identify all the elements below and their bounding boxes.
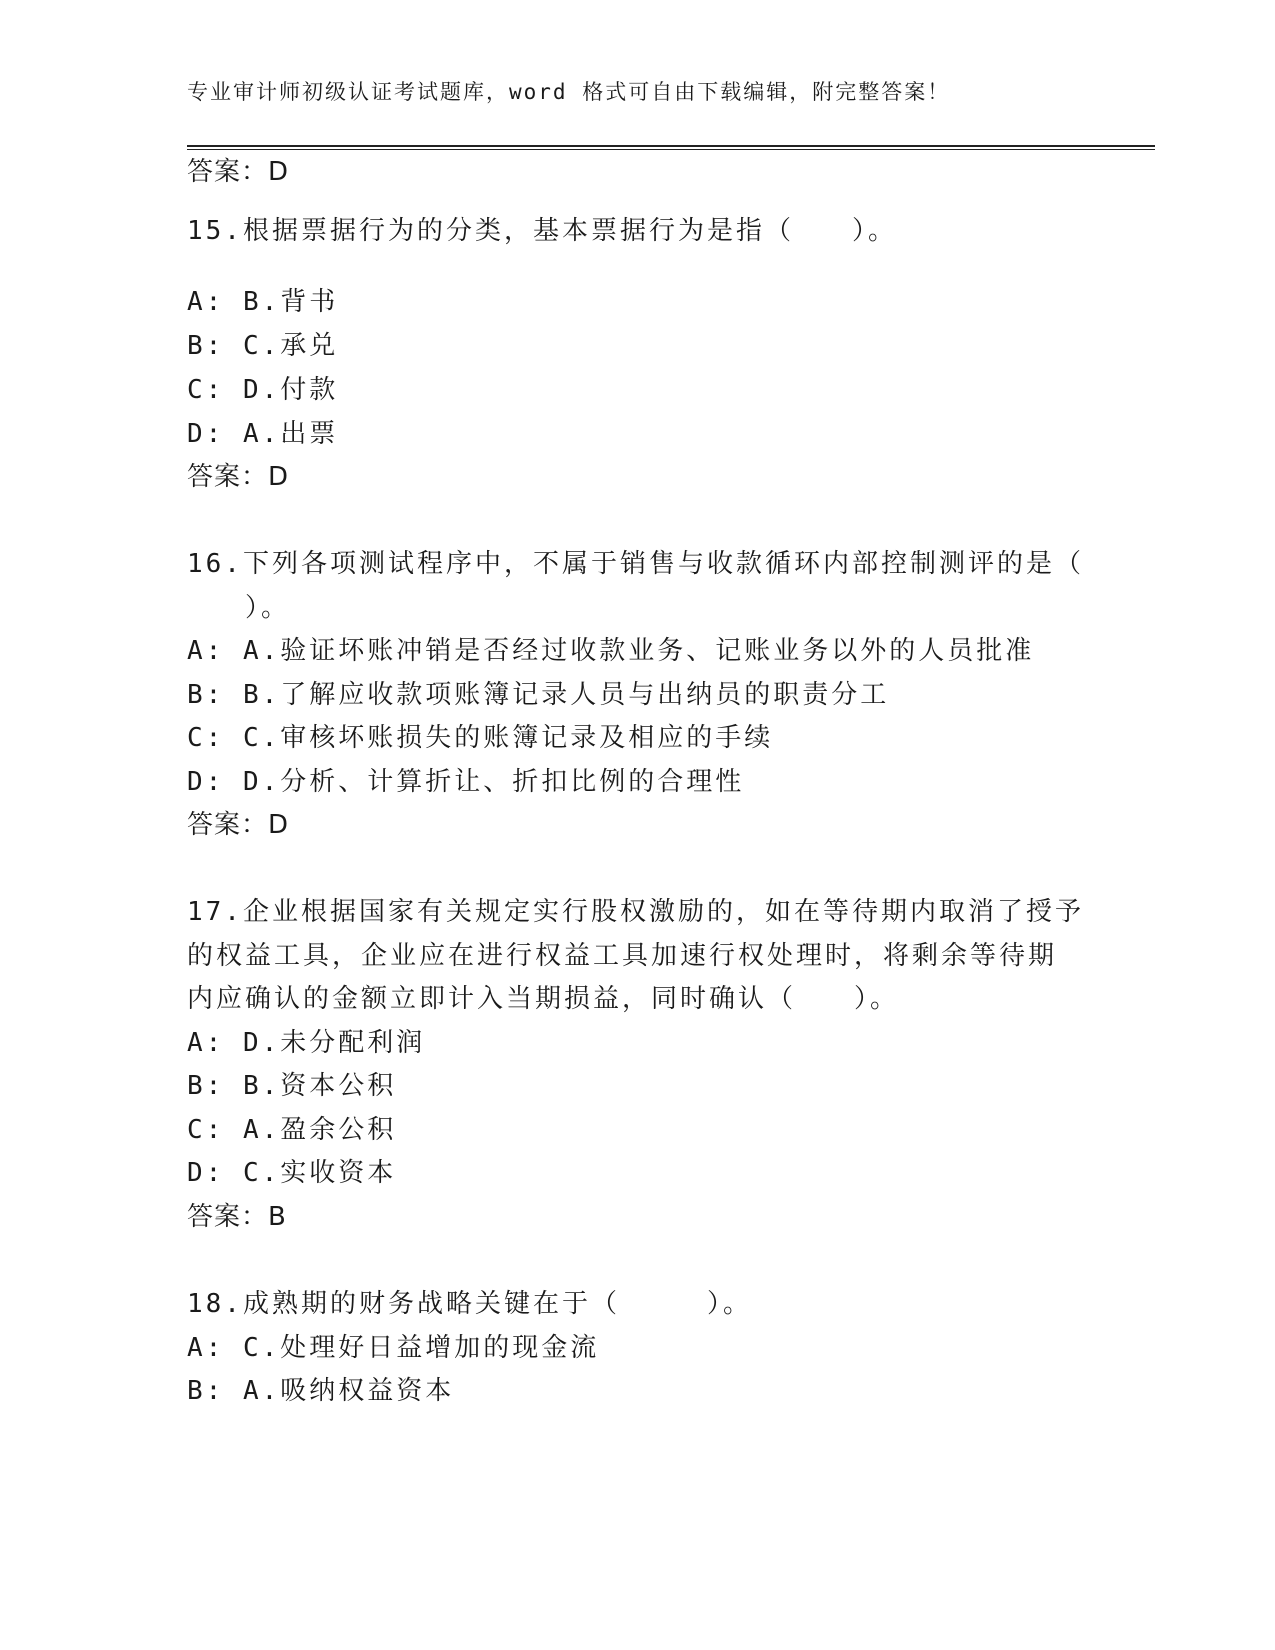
question-15-answer: 答案：D [187, 462, 290, 492]
header-divider [187, 145, 1155, 150]
question-18-option-b: B: A.吸纳权益资本 [187, 1376, 455, 1406]
question-15-option-a: A: B.背书 [187, 287, 339, 317]
question-17-option-d: D: C.实收资本 [187, 1158, 397, 1188]
question-15-option-d: D: A.出票 [187, 419, 339, 449]
question-18-option-a: A: C.处理好日益增加的现金流 [187, 1333, 600, 1363]
question-16-option-c: C: C.审核坏账损失的账簿记录及相应的手续 [187, 723, 774, 753]
question-16-option-a: A: A.验证坏账冲销是否经过收款业务、记账业务以外的人员批准 [187, 636, 1035, 666]
question-16-option-b: B: B.了解应收款项账簿记录人员与出纳员的职责分工 [187, 680, 890, 710]
question-16-answer: 答案：D [187, 810, 290, 840]
question-16-option-d: D: D.分析、计算折让、折扣比例的合理性 [187, 767, 745, 797]
question-17-stem-line-3: 内应确认的金额立即计入当期损益，同时确认（ ）。 [187, 984, 900, 1014]
question-16-stem-line-2: ）。 [187, 593, 291, 623]
page-header: 专业审计师初级认证考试题库，word 格式可自由下载编辑，附完整答案！ [187, 80, 951, 104]
question-17-answer: 答案：B [187, 1202, 287, 1232]
question-18-stem: 18.成熟期的财务战略关键在于（ ）。 [187, 1289, 752, 1319]
question-16-stem-line-1: 16.下列各项测试程序中，不属于销售与收款循环内部控制测评的是（ [187, 549, 1084, 579]
question-15-option-b: B: C.承兑 [187, 331, 339, 361]
question-15-stem: 15.根据票据行为的分类，基本票据行为是指（ ）。 [187, 216, 897, 246]
answer-line: 答案：D [187, 157, 290, 187]
question-15-option-c: C: D.付款 [187, 375, 339, 405]
question-17-stem-line-2: 的权益工具，企业应在进行权益工具加速行权处理时，将剩余等待期 [187, 941, 1058, 971]
question-17-option-a: A: D.未分配利润 [187, 1028, 426, 1058]
question-17-option-b: B: B.资本公积 [187, 1071, 397, 1101]
question-17-option-c: C: A.盈余公积 [187, 1115, 397, 1145]
question-17-stem-line-1: 17.企业根据国家有关规定实行股权激励的，如在等待期内取消了授予 [187, 897, 1084, 927]
